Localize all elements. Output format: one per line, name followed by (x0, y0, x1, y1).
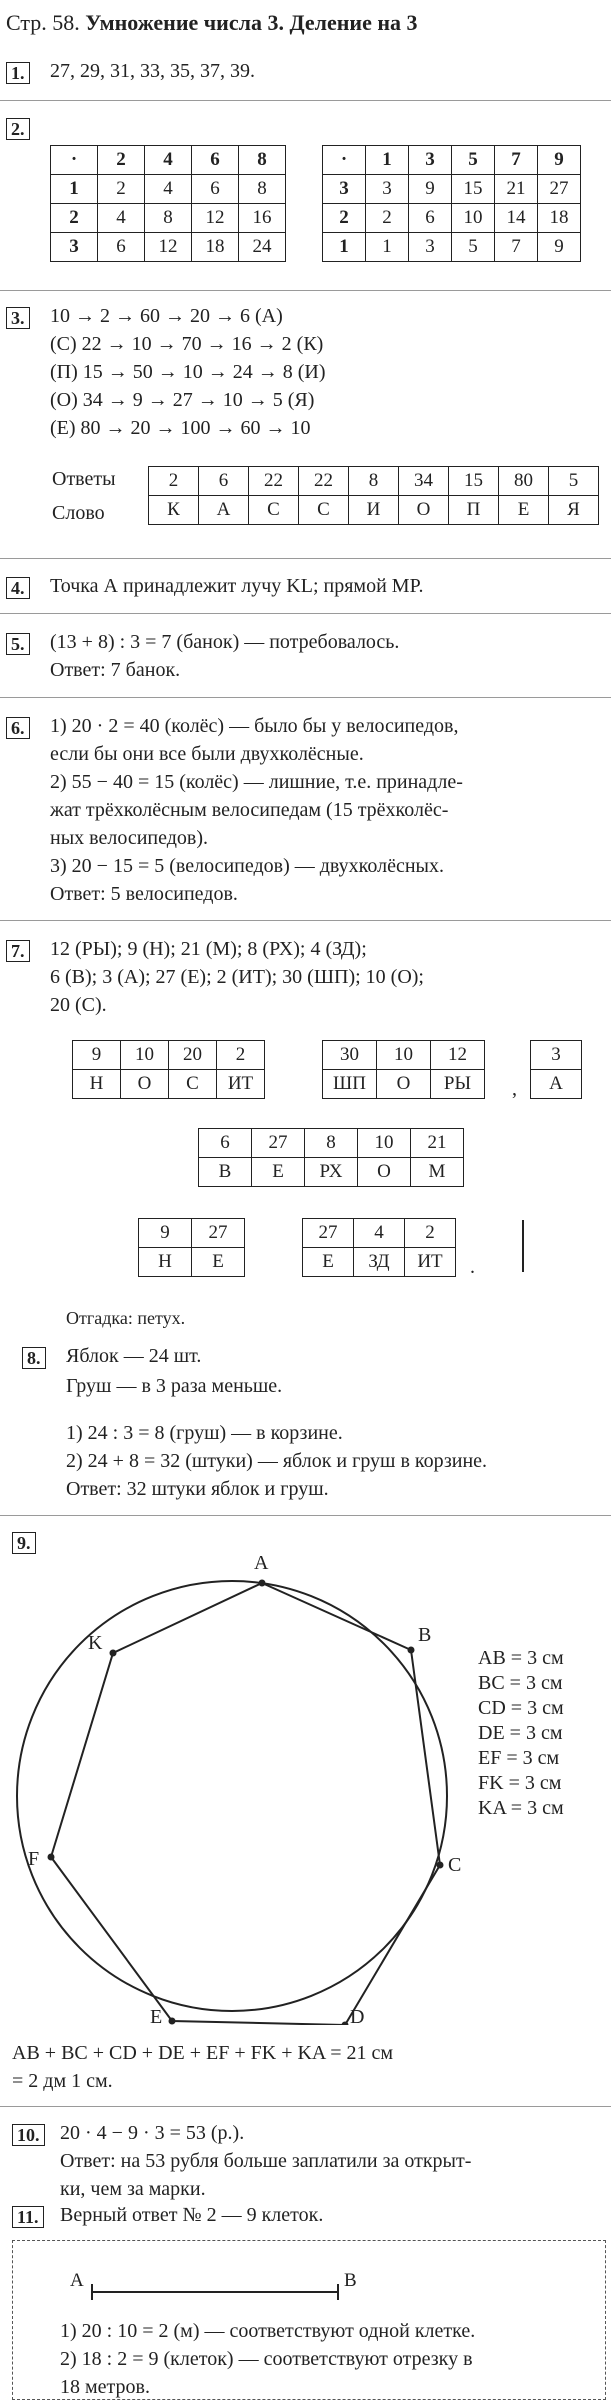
table-cell: Я (549, 496, 599, 525)
table-cell: Е (252, 1158, 305, 1187)
table-cell: Е (499, 496, 549, 525)
table-cell: 18 (538, 204, 581, 233)
table-cell: 1 (366, 233, 409, 262)
table-cell: 4 (145, 146, 192, 175)
table-cell: 27 (303, 1219, 354, 1248)
answers-row-label: Ответы (52, 468, 116, 490)
table-cell: 2 (366, 204, 409, 233)
table-row (323, 175, 581, 204)
task-11-line: 2) 18 : 2 = 9 (клеток) — соответствуют отрезку в (60, 2348, 473, 2370)
task-3-line: (П) 15 → 50 → 10 → 24 → 8 (И) (50, 361, 326, 383)
table-cell: 8 (305, 1129, 358, 1158)
table-cell: П (449, 496, 499, 525)
table-cell: 4 (354, 1219, 405, 1248)
puzzle-table (322, 1040, 485, 1099)
table-cell: М (411, 1158, 464, 1187)
task-10-line: 20 · 4 − 9 · 3 = 53 (р.). (60, 2122, 245, 2144)
heptagon (51, 1583, 440, 2025)
table-row (531, 1041, 582, 1070)
multiplication-table-left (50, 145, 286, 262)
task-7-line: 12 (РЫ); 9 (Н); 21 (М); 8 (РХ); 4 (ЗД); (50, 938, 367, 960)
table-cell: 20 (169, 1041, 217, 1070)
task-1-number: 1. (6, 62, 30, 84)
table-row (139, 1219, 245, 1248)
table-row (199, 1129, 464, 1158)
table-cell: 7 (495, 233, 538, 262)
point-b (408, 1647, 415, 1654)
label-c: C (448, 1854, 462, 1876)
puzzle-table (198, 1128, 464, 1187)
table-cell: ШП (323, 1070, 377, 1099)
measure: KA = 3 см (478, 1797, 564, 1819)
task-6-line: если бы они все были двухколёсные. (50, 743, 364, 765)
task-4-number: 4. (6, 577, 30, 599)
table-cell: 2 (98, 175, 145, 204)
table-row (51, 146, 286, 175)
answers-word-table (148, 466, 599, 525)
separator (0, 100, 611, 101)
table-row (149, 496, 599, 525)
vertical-bar (522, 1220, 524, 1272)
table-cell: Е (303, 1248, 354, 1277)
task-3-number: 3. (6, 307, 30, 329)
table-cell: 6 (199, 1129, 252, 1158)
table-row (323, 204, 581, 233)
table-cell: 2 (217, 1041, 265, 1070)
segment-label-b: B (344, 2270, 357, 2291)
measure: AB = 3 см (478, 1647, 564, 1669)
table-cell: 9 (538, 146, 581, 175)
table-cell: 18 (192, 233, 239, 262)
table-cell: В (199, 1158, 252, 1187)
task-9-number: 9. (12, 1532, 36, 1554)
table-cell: ЗД (354, 1248, 405, 1277)
table-cell: 10 (377, 1041, 431, 1070)
task-6-number: 6. (6, 717, 30, 739)
page-number: Стр. 58. (6, 10, 80, 35)
circle (17, 1581, 447, 2011)
task-7-line: 6 (В); 3 (А); 27 (Е); 2 (ИТ); 30 (ШП); 10 (О); (50, 966, 424, 988)
table-cell: 2 (405, 1219, 456, 1248)
table-cell: 80 (499, 467, 549, 496)
table-cell: А (531, 1070, 582, 1099)
table-row (531, 1070, 582, 1099)
table-cell: 10 (358, 1129, 411, 1158)
table-cell: 16 (239, 204, 286, 233)
table-cell: 24 (239, 233, 286, 262)
label-k: K (88, 1632, 103, 1654)
task-11-line: 18 метров. (60, 2376, 150, 2398)
table-cell: 3 (51, 233, 98, 262)
table-cell: 12 (192, 204, 239, 233)
page-header (6, 10, 418, 36)
task-9-line: AB + BC + CD + DE + EF + FK + KA = 21 см (12, 2042, 394, 2064)
task-6-line: 1) 20 · 2 = 40 (колёс) — было бы у велосипедов, (50, 715, 459, 737)
task-3-line: (О) 34 → 9 → 27 → 10 → 5 (Я) (50, 389, 315, 411)
table-cell: 3 (366, 175, 409, 204)
task-4-text: Точка А принадлежит лучу KL; прямой MP. (50, 575, 424, 597)
puzzle-table (302, 1218, 456, 1277)
table-cell: ИТ (217, 1070, 265, 1099)
table-row (73, 1041, 265, 1070)
table-cell: РХ (305, 1158, 358, 1187)
table-cell: 9 (409, 175, 452, 204)
task-6-line: жат трёхколёсным велосипедам (15 трёхколёс- (50, 799, 449, 821)
table-cell: 3 (531, 1041, 582, 1070)
table-cell: 3 (323, 175, 366, 204)
puzzle-table (72, 1040, 265, 1099)
puzzle-table (138, 1218, 245, 1277)
task-8-number: 8. (22, 1347, 46, 1369)
label-e: E (150, 2006, 163, 2025)
comma: , (512, 1078, 517, 1100)
table-cell: 6 (192, 146, 239, 175)
table-cell: 14 (495, 204, 538, 233)
table-cell: 2 (51, 204, 98, 233)
table-cell: 21 (411, 1129, 464, 1158)
table-cell: РЫ (431, 1070, 485, 1099)
table-cell: 5 (549, 467, 599, 496)
point-k (110, 1650, 117, 1657)
table-cell: К (149, 496, 199, 525)
table-cell: · (323, 146, 366, 175)
task-7-line: 20 (С). (50, 994, 107, 1016)
table-cell: 1 (323, 233, 366, 262)
measure: DE = 3 см (478, 1722, 563, 1744)
segment-ab (60, 2262, 380, 2312)
task-8-line: Ответ: 32 штуки яблок и груш. (66, 1478, 329, 1500)
multiplication-table-right (322, 145, 581, 262)
table-row (323, 1070, 485, 1099)
table-cell: И (349, 496, 399, 525)
table-cell: ИТ (405, 1248, 456, 1277)
task-5-line: Ответ: 7 банок. (50, 659, 181, 681)
measure: CD = 3 см (478, 1697, 564, 1719)
table-cell: 15 (452, 175, 495, 204)
table-cell: 10 (121, 1041, 169, 1070)
label-b: B (418, 1624, 432, 1646)
task-7-answer: Отгадка: петух. (66, 1308, 186, 1328)
page-title: Умножение числа 3. Деление на 3 (85, 10, 418, 35)
table-cell: 9 (538, 233, 581, 262)
table-cell: 2 (323, 204, 366, 233)
table-cell: Е (192, 1248, 245, 1277)
task-8-line: 2) 24 + 8 = 32 (штуки) — яблок и груш в корзине. (66, 1450, 488, 1472)
table-cell: 4 (98, 204, 145, 233)
label-d: D (350, 2006, 365, 2025)
separator (0, 1515, 611, 1516)
task-5-number: 5. (6, 633, 30, 655)
table-cell: 2 (149, 467, 199, 496)
table-cell: 3 (409, 146, 452, 175)
task-10-number: 10. (12, 2124, 45, 2146)
table-cell: 8 (349, 467, 399, 496)
table-cell: 3 (409, 233, 452, 262)
table-cell: А (199, 496, 249, 525)
measure: EF = 3 см (478, 1747, 560, 1769)
task-6-line: Ответ: 5 велосипедов. (50, 883, 238, 905)
table-cell: 27 (192, 1219, 245, 1248)
task-10-line: ки, чем за марки. (60, 2178, 206, 2200)
table-row (51, 204, 286, 233)
task-9-line: = 2 дм 1 см. (12, 2070, 113, 2092)
measure: FK = 3 см (478, 1772, 562, 1794)
table-cell: 21 (495, 175, 538, 204)
task-8-line: Яблок — 24 шт. (66, 1345, 202, 1367)
separator (0, 558, 611, 559)
table-cell: 6 (409, 204, 452, 233)
task-6-line: 3) 20 − 15 = 5 (велосипедов) — двухколёсных. (50, 855, 444, 877)
table-cell: 27 (252, 1129, 305, 1158)
table-cell: С (169, 1070, 217, 1099)
separator (0, 613, 611, 614)
table-cell: 5 (452, 146, 495, 175)
task-6-line: 2) 55 − 40 = 15 (колёс) — лишние, т.е. принадле- (50, 771, 463, 793)
table-cell: О (399, 496, 449, 525)
task-3-line: (Е) 80 → 20 → 100 → 60 → 10 (50, 417, 311, 439)
table-cell: 7 (495, 146, 538, 175)
table-cell: 10 (452, 204, 495, 233)
table-cell: 8 (239, 175, 286, 204)
task-3-line: 10 → 2 → 60 → 20 → 6 (А) (50, 305, 283, 327)
label-a: A (254, 1552, 269, 1574)
task-10-line: Ответ: на 53 рубля больше заплатили за открыт- (60, 2150, 472, 2172)
table-cell: 5 (452, 233, 495, 262)
point-a (259, 1580, 266, 1587)
table-cell: О (121, 1070, 169, 1099)
table-cell: 8 (145, 204, 192, 233)
separator (0, 2106, 611, 2107)
table-cell: 12 (431, 1041, 485, 1070)
table-cell: Н (73, 1070, 121, 1099)
table-cell: 22 (299, 467, 349, 496)
puzzle-table (530, 1040, 582, 1099)
task-11-number: 11. (12, 2206, 44, 2228)
dot: . (470, 1256, 475, 1278)
separator (0, 920, 611, 921)
task-2-number: 2. (6, 118, 30, 140)
table-cell: С (299, 496, 349, 525)
table-cell: 8 (239, 146, 286, 175)
table-row (51, 233, 286, 262)
table-row (73, 1070, 265, 1099)
table-cell: 1 (51, 175, 98, 204)
task-11-text: Верный ответ № 2 — 9 клеток. (60, 2204, 324, 2226)
task-1-text: 27, 29, 31, 33, 35, 37, 39. (50, 60, 255, 82)
table-cell: 27 (538, 175, 581, 204)
table-cell: О (358, 1158, 411, 1187)
task-8-line: 1) 24 : 3 = 8 (груш) — в корзине. (66, 1422, 343, 1444)
separator (0, 290, 611, 291)
point-c (437, 1862, 444, 1869)
task-7-number: 7. (6, 940, 30, 962)
table-row (149, 467, 599, 496)
table-cell: 6 (199, 467, 249, 496)
table-row (323, 1041, 485, 1070)
table-row (323, 233, 581, 262)
table-row (323, 146, 581, 175)
segment-label-a: A (70, 2270, 84, 2291)
table-cell: · (51, 146, 98, 175)
table-row (303, 1248, 456, 1277)
table-cell: 12 (145, 233, 192, 262)
measure: BC = 3 см (478, 1672, 563, 1694)
table-cell: 9 (139, 1219, 192, 1248)
table-cell: 30 (323, 1041, 377, 1070)
word-row-label: Слово (52, 502, 105, 524)
table-cell: Н (139, 1248, 192, 1277)
table-cell: 6 (192, 175, 239, 204)
table-row (199, 1158, 464, 1187)
task-8-line: Груш — в 3 раза меньше. (66, 1375, 283, 1397)
point-f (48, 1854, 55, 1861)
table-cell: 22 (249, 467, 299, 496)
point-e (169, 2018, 176, 2025)
table-cell: С (249, 496, 299, 525)
table-row (51, 175, 286, 204)
task-11-line: 1) 20 : 10 = 2 (м) — соответствуют одной клетке. (60, 2320, 476, 2342)
table-cell: 6 (98, 233, 145, 262)
table-row (139, 1248, 245, 1277)
table-cell: 2 (98, 146, 145, 175)
task-5-line: (13 + 8) : 3 = 7 (банок) — потребовалось. (50, 631, 400, 653)
table-cell: 4 (145, 175, 192, 204)
table-cell: 34 (399, 467, 449, 496)
separator (0, 697, 611, 698)
table-cell: 15 (449, 467, 499, 496)
table-cell: О (377, 1070, 431, 1099)
label-f: F (28, 1848, 40, 1870)
table-row (303, 1219, 456, 1248)
table-cell: 9 (73, 1041, 121, 1070)
task-6-line: ных велосипедов). (50, 827, 208, 849)
table-cell: 1 (366, 146, 409, 175)
task-3-line: (С) 22 → 10 → 70 → 16 → 2 (К) (50, 333, 324, 355)
